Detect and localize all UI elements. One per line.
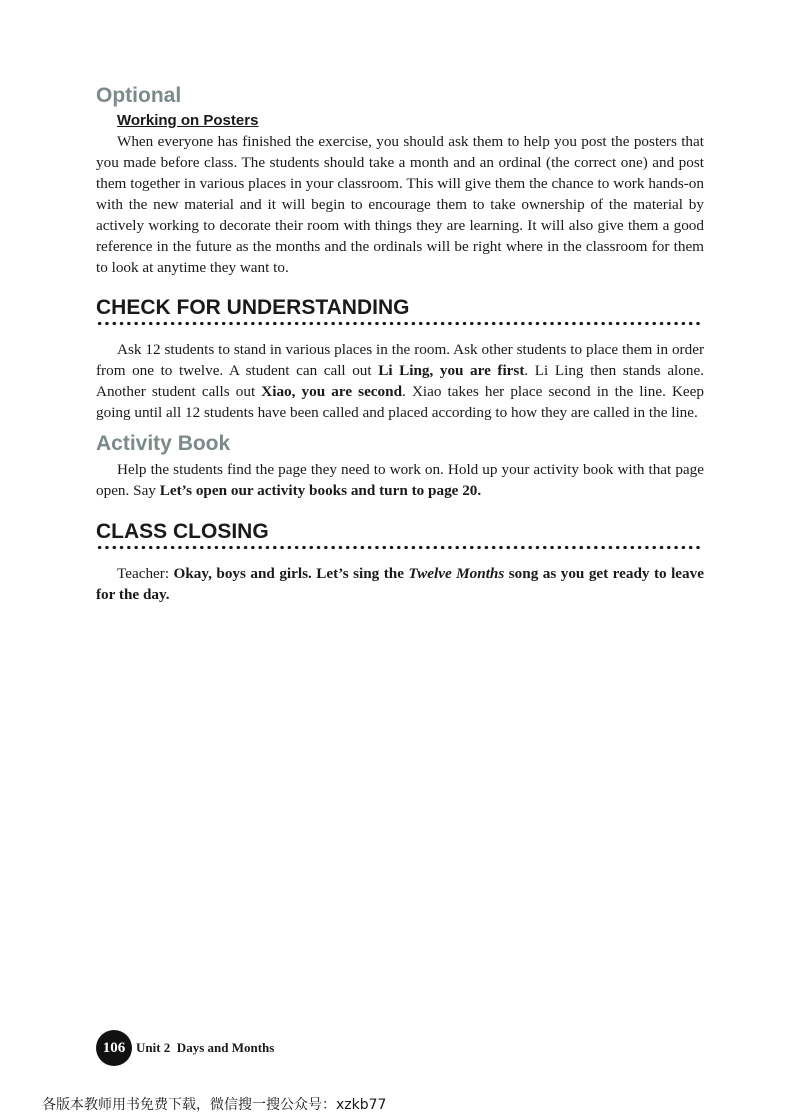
page-content	[96, 84, 704, 605]
check-text-1: Ask 12 students to stand in various places in the room. Ask other students to place them in order from one to twelve. A student can call out	[96, 341, 704, 379]
activity-quote: Let’s open our activity books and turn to page 20.	[159, 482, 482, 499]
check-for-understanding-heading: CHECK FOR UNDERSTANDING	[96, 296, 700, 326]
unit-label: Unit 2 Days and Months	[136, 1040, 275, 1055]
working-on-posters-subheading: Working on Posters	[117, 112, 259, 129]
check-quote-2: Xiao, you are second	[261, 383, 403, 400]
closing-song-title: Twelve Months	[408, 565, 505, 582]
page-footer	[96, 1030, 274, 1066]
check-quote-1: Li Ling, you are first	[378, 362, 525, 379]
check-text-2: . Li Ling then stands alone. Another student calls out	[96, 362, 704, 400]
watermark-text: 各版本教师用书免费下载，微信搜一搜公众号：xzkb77	[42, 1097, 387, 1113]
closing-quote-2: song as you get ready to leave for the day.	[96, 565, 704, 603]
optional-heading: Optional	[96, 84, 182, 107]
activity-text-1: Help the students find the page they need to work on. Hold up your activity book with that page open. Say	[96, 461, 704, 499]
check-text-3: . Xiao takes her place second in the line. Keep going until all 12 students have been called and placed according to how they are called in the line.	[96, 383, 704, 421]
optional-paragraph: When everyone has finished the exercise, you should ask them to help you post the posters that you made before class. The students should take a month and an ordinal (the correct one) and post them together in various places in your classroom. This will give them the chance to work hands-on with the new material and it will begin to encourage them to take ownership of the material by actively working to decorate their room with things they are learning. It will also give them a good reference in the future as the months and the ordinals will be right where in the classroom for them to look at anytime they want to.	[96, 133, 704, 276]
closing-paragraph	[96, 563, 704, 605]
page-number-badge: 106	[96, 1030, 132, 1066]
closing-speaker: Teacher:	[117, 565, 174, 582]
activity-paragraph	[96, 459, 704, 501]
activity-book-heading: Activity Book	[96, 432, 231, 455]
check-paragraph	[96, 339, 704, 423]
closing-quote-1: Okay, boys and girls. Let’s sing the	[173, 565, 409, 582]
class-closing-heading: CLASS CLOSING	[96, 520, 700, 550]
